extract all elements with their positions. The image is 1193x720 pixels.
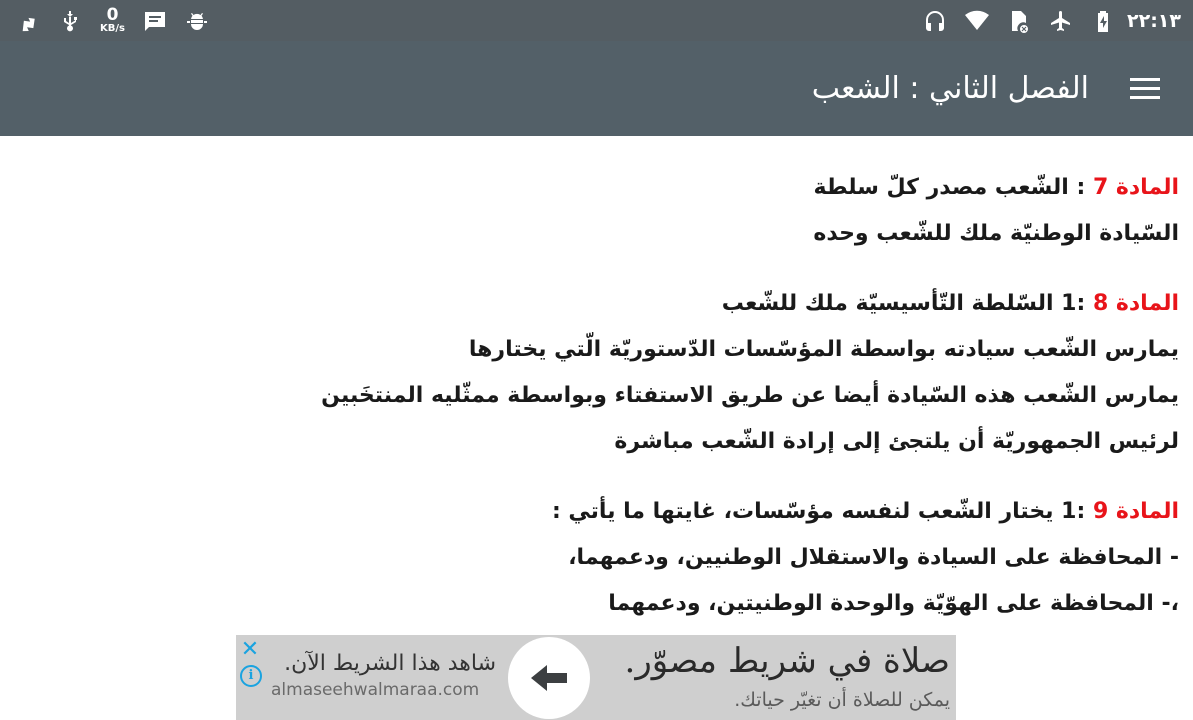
status-bar: [0, 0, 1193, 41]
ad-cta-text[interactable]: شاهد هذا الشريط الآن.: [284, 651, 496, 676]
battery-charging-icon: [1091, 9, 1115, 33]
net-speed-unit: KB/s: [100, 23, 125, 34]
article-label: المادة 9: [1092, 499, 1179, 524]
flag-icon: [16, 9, 40, 33]
status-bar-right: [923, 9, 1181, 33]
article-text: ،- المحافظة على الهوّيّة والوحدة الوطنيتين، ودعمهما: [608, 591, 1179, 616]
article-heading: [0, 168, 1179, 214]
status-bar-left: [16, 7, 209, 34]
article-label: المادة 8: [1092, 291, 1179, 316]
article-text: السّيادة الوطنيّة ملك للشّعب وحده: [813, 221, 1179, 246]
article-label: المادة 7: [1092, 175, 1179, 200]
app-bar: [0, 41, 1193, 136]
menu-bar-bottom: [1130, 96, 1160, 99]
sim-blocked-icon: [1007, 9, 1031, 33]
article-text: يمارس الشّعب هذه السّيادة أيضا عن طريق الاستفتاء وبواسطة ممثّليه المنتخَبين: [321, 383, 1179, 408]
article-text: لرئيس الجمهوريّة أن يلتجئ إلى إرادة الشّعب مباشرة: [614, 429, 1179, 454]
chapter-content: [0, 136, 1193, 636]
ad-subline[interactable]: يمكن للصلاة أن تغيّر حياتك.: [734, 689, 950, 711]
page-title: الفصل الثاني : الشعب: [811, 71, 1089, 106]
status-time: ٢٢:١٣: [1127, 9, 1181, 32]
net-speed-value: 0: [106, 5, 119, 25]
article-9: [0, 492, 1179, 630]
ad-domain[interactable]: almaseehwalmaraa.com: [271, 680, 480, 700]
message-icon: [143, 9, 167, 33]
article-text: - المحافظة على السيادة والاستقلال الوطنيين، ودعمهما،: [568, 545, 1179, 570]
article-text: يمارس الشّعب سيادته بواسطة المؤسّسات الدّستوريّة الّتي يختارها: [468, 337, 1179, 362]
article-text: :1 السّلطة التّأسيسيّة ملك للشّعب: [721, 291, 1093, 316]
article-8: [0, 284, 1179, 468]
menu-bar-middle: [1130, 87, 1160, 90]
menu-bar-top: [1130, 78, 1160, 81]
hamburger-menu-icon[interactable]: [1123, 67, 1167, 111]
ad-banner[interactable]: [236, 635, 956, 720]
android-debug-icon: [185, 9, 209, 33]
wifi-icon: [965, 9, 989, 33]
close-icon[interactable]: ✕: [240, 637, 260, 662]
arrow-left-icon: [529, 663, 569, 693]
article-heading: [0, 284, 1179, 330]
article-text: : الشّعب مصدر كلّ سلطة: [813, 175, 1093, 200]
info-icon[interactable]: i: [240, 665, 262, 687]
airplane-icon: [1049, 9, 1073, 33]
headset-icon: [923, 9, 947, 33]
article-7: [0, 168, 1179, 260]
ad-headline[interactable]: صلاة في شريط مصوّر.: [624, 641, 950, 681]
article-text: :1 يختار الشّعب لنفسه مؤسّسات، غايتها ما يأتي :: [551, 499, 1093, 524]
network-speed-indicator: [100, 7, 125, 34]
usb-icon: [58, 9, 82, 33]
article-heading: [0, 492, 1179, 538]
ad-arrow-button[interactable]: [508, 637, 590, 719]
